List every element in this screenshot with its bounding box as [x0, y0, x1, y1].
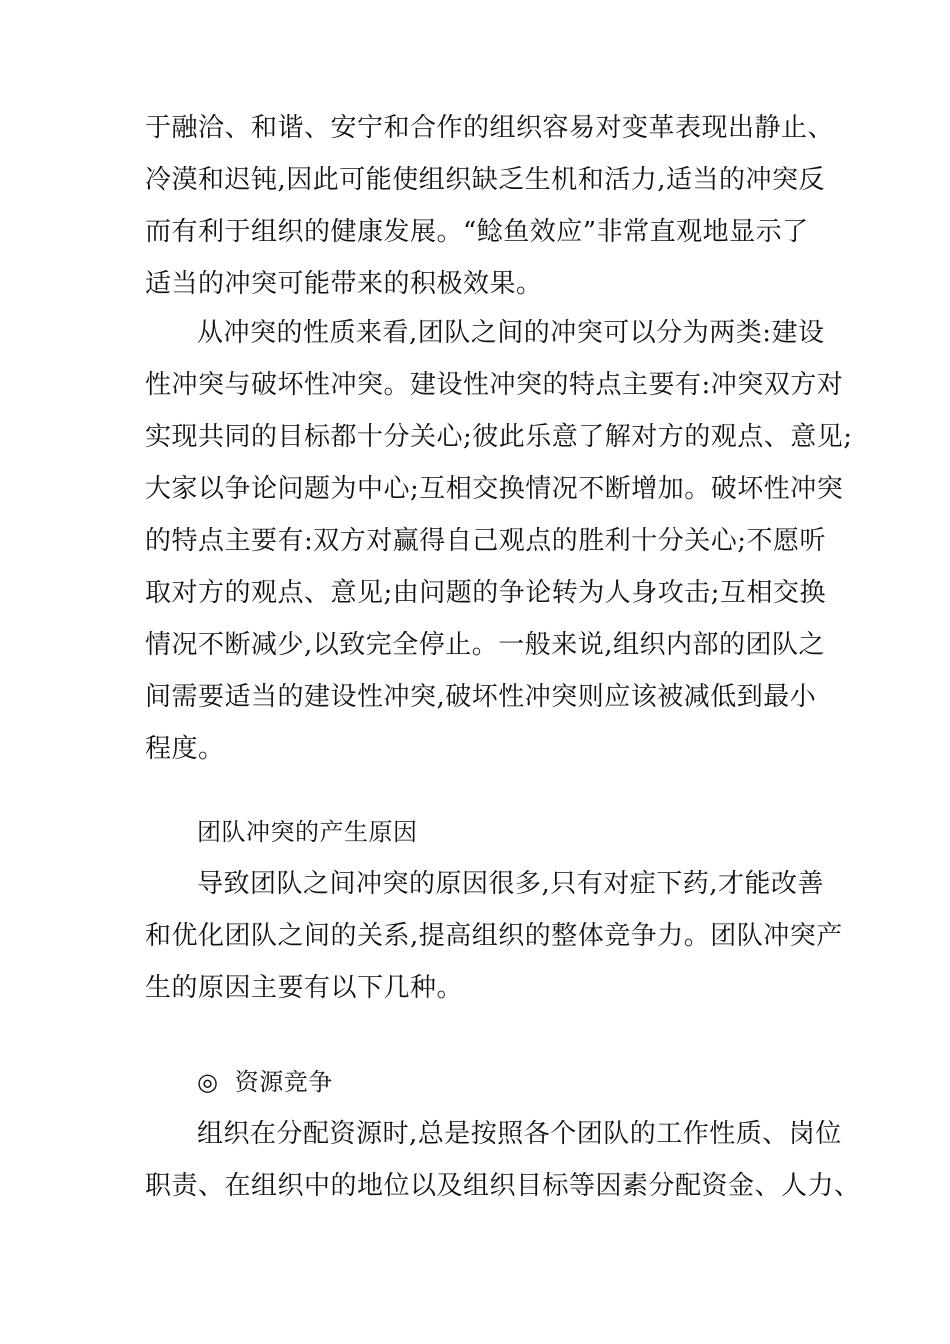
paragraph-line: 的特点主要有:双方对赢得自己观点的胜利十分关心;不愿听 — [145, 526, 827, 556]
paragraph-line: 组织在分配资源时,总是按照各个团队的工作性质、岗位 — [197, 1119, 842, 1149]
paragraph-line: 职责、在组织中的地位以及组织目标等因素分配资金、人力、 — [145, 1171, 861, 1201]
paragraph-line: 情况不断减少,以致完全停止。一般来说,组织内部的团队之 — [145, 630, 826, 660]
paragraph-line: 实现共同的目标都十分关心;彼此乐意了解对方的观点、意见; — [145, 422, 853, 452]
paragraph-line: 于融洽、和谐、安宁和合作的组织容易对变革表现出静止、 — [145, 113, 835, 143]
section-heading: 团队冲突的产生原因 — [197, 818, 418, 846]
paragraph-line: 和优化团队之间的关系,提高组织的整体竞争力。团队冲突产 — [145, 921, 843, 951]
paragraph-2 — [145, 307, 853, 775]
section-heading-block — [145, 806, 810, 858]
paragraph-line: 而有利于组织的健康发展。“鲶鱼效应”非常直观地显示了 — [145, 217, 809, 247]
paragraph-line: 冷漠和迟钝,因此可能使组织缺乏生机和活力,适当的冲突反 — [145, 165, 826, 195]
paragraph-line: 从冲突的性质来看,团队之间的冲突可以分为两类:建设 — [197, 318, 825, 348]
paragraph-line: 程度。 — [145, 734, 225, 764]
paragraph-line: 性冲突与破坏性冲突。建设性冲突的特点主要有:冲突双方对 — [145, 370, 844, 400]
paragraph-line: 适当的冲突可能带来的积极效果。 — [145, 269, 543, 299]
paragraph-line: 间需要适当的建设性冲突,破坏性冲突则应该被减低到最小 — [145, 682, 817, 712]
paragraph-line: 导致团队之间冲突的原因很多,只有对症下药,才能改善 — [197, 869, 825, 899]
subheading: ◎ 资源竞争 — [197, 1068, 333, 1096]
paragraph-3 — [145, 858, 843, 1014]
paragraph-1 — [145, 102, 835, 310]
paragraph-4 — [145, 1108, 861, 1212]
paragraph-line: 取对方的观点、意见;由问题的争论转为人身攻击;互相交换 — [145, 578, 827, 608]
paragraph-line: 大家以争论问题为中心;互相交换情况不断增加。破坏性冲突 — [145, 474, 844, 504]
subheading-block — [145, 1056, 810, 1108]
paragraph-line: 生的原因主要有以下几种。 — [145, 973, 464, 1003]
